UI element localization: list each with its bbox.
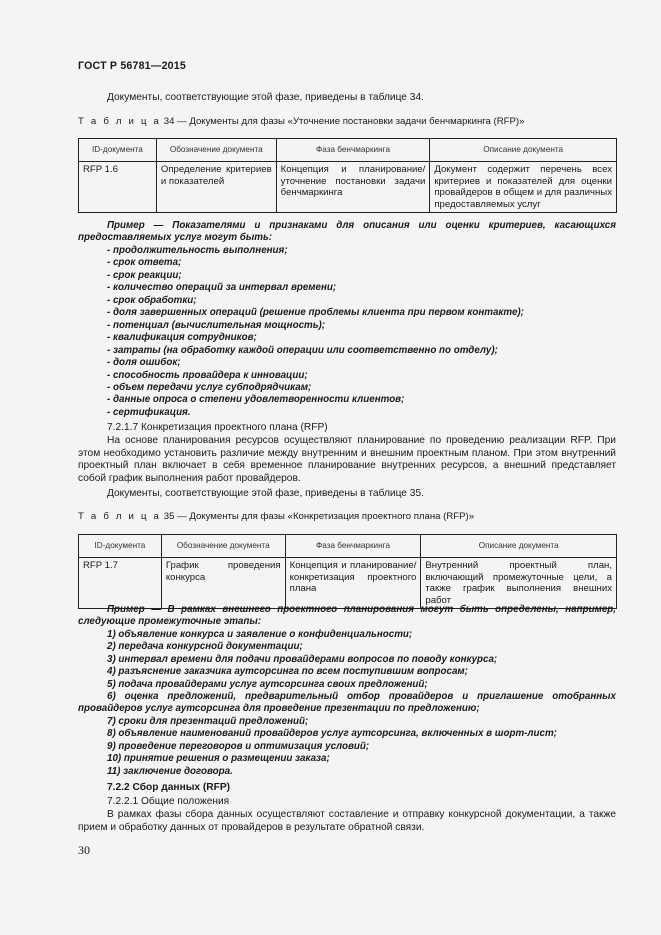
table-35-cell-description: Внутренний проектный план, включающий промежуточные цели, а также график выполнения внешних работ [421,558,617,609]
example-2-list-continued [107,716,557,778]
list-item: 11) заключение договора. [107,765,233,777]
list-item: 10) принятие решения о размещении заказа; [107,753,330,765]
intro-table-34: Документы, соответствующие этой фазе, приведены в таблице 34. [107,92,424,103]
table-34-caption-word: Т а б л и ц а [78,116,162,127]
list-item: 1) объявление конкурса и заявление о конфиденциальности; [107,629,413,640]
list-item: - срок реакции; [107,269,182,281]
table-35-cell-id: RFP 1.7 [79,558,162,609]
list-item: - количество операций за интервал времени; [107,282,337,294]
table-35-caption-word: Т а б л и ц а [78,511,162,522]
list-item: 6) оценка предложений, предварительный отбор провайдеров и приглашение отобранных провайдеров услуг аутсорсинга для проведение презентации по предложению; [78,691,616,715]
example-1-list [107,245,524,419]
example-1-text: Пример — Показателями и признаками для описания или оценки критериев, касающихся предоставляемых услуг могут быть: [78,220,616,244]
list-item: 3) интервал времени для подачи провайдерами вопросов по поводу конкурса; [107,653,498,665]
list-item: 8) объявление наименований провайдеров услуг аутсорсинга, включенных в шорт-лист; [107,728,557,740]
table-35-header-description: Описание документа [421,535,617,558]
table-34-cell-phase: Концепция и планирование/уточнение постановки задачи бенчмаркинга [276,162,430,213]
section-7-2-2-heading: 7.2.2 Сбор данных (RFP) [107,782,231,793]
table-34-header-description: Описание документа [430,139,617,162]
table-34-caption [78,116,524,129]
table-34-caption-text: 34 — Документы для фазы «Уточнение постановки задачи бенчмаркинга (RFP)» [163,116,525,127]
list-item: 2) передача конкурсной документации; [107,641,303,653]
table-35-cell-name: График проведения конкурса [161,558,285,609]
section-7-2-2-1-heading: 7.2.2.1 Общие положения [107,796,230,807]
table-row [79,162,617,213]
table-row [79,558,617,609]
table-35 [78,534,617,609]
list-item: 7) сроки для презентаций предложений; [107,716,309,727]
page-number: 30 [78,843,90,857]
list-item: 4) разъяснение заказчика аутсорсинга по всем поступившим вопросам; [107,666,468,678]
page-header: ГОСТ Р 56781—2015 [78,60,186,72]
table-34-header-row [79,139,617,162]
intro-table-35: Документы, соответствующие этой фазе, приведены в таблице 35. [107,488,424,499]
table-34 [78,138,617,213]
table-34-cell-description: Документ содержит перечень всех критериев и показателей для оценки провайдеров в общем и для различных предоставляемых услуг [430,162,617,213]
list-item: - способность провайдера к инновации; [107,369,308,381]
list-item: - затраты (на обработку каждой операции или соответственно по отделу); [107,344,498,356]
list-item: - сертификация. [107,406,191,418]
table-35-caption [78,511,474,524]
list-item: - срок обработки; [107,294,197,306]
list-item: 9) проведение переговоров и оптимизация условий; [107,740,370,752]
table-34-header-phase: Фаза бенчмаркинга [276,139,430,162]
table-35-cell-phase: Концепция и планирование/конкретизация проектного плана [285,558,421,609]
table-34-header-id: ID-документа [79,139,157,162]
list-item: - потенциал (вычислительная мощность); [107,319,326,331]
table-35-header-name: Обозначение документа [161,535,285,558]
table-35-caption-text: 35 — Документы для фазы «Конкретизация проектного плана (RFP)» [163,511,475,522]
table-35-header-id: ID-документа [79,535,162,558]
table-35-header-phase: Фаза бенчмаркинга [285,535,421,558]
section-7-2-1-7-paragraph: На основе планирования ресурсов осуществляют планирование по проведению реализации RFP. При этом необходимо установить различие между внутренним и внешним проектным планом. При этом внутренний проектный план включает в себя временное планирование внутренних ресурсов, а внешний представляет собой график выполнения работ провайдеров. [78,435,616,484]
example-2-list [107,629,497,691]
section-7-2-2-1-paragraph: В рамках фазы сбора данных осуществляют составление и отправку конкурсной документации, а также прием и обработку данных от провайдеров в результате обратной связи. [78,809,616,833]
list-item: - объем передачи услуг субподрядчикам; [107,381,312,393]
table-35-header-row [79,535,617,558]
list-item: - данные опроса о степени удовлетворенности клиентов; [107,394,405,406]
list-item: - доля завершенных операций (решение проблемы клиента при первом контакте); [107,307,524,319]
table-34-header-name: Обозначение документа [156,139,276,162]
table-34-cell-name: Определение критериев и показателей [156,162,276,213]
list-item: 5) подача провайдерами услуг аутсорсинга своих предложений; [107,678,428,690]
list-item: - квалификация сотрудников; [107,332,257,344]
example-2-text: Пример — В рамках внешнего проектного планирования могут быть определены, например, следующие промежуточные этапы: [78,604,616,628]
list-item: - доля ошибок; [107,357,181,369]
list-item: - продолжительность выполнения; [107,245,288,256]
list-item: - срок ответа; [107,257,182,269]
section-7-2-1-7-heading: 7.2.1.7 Конкретизация проектного плана (RFP) [107,422,328,433]
table-34-cell-id: RFP 1.6 [79,162,157,213]
